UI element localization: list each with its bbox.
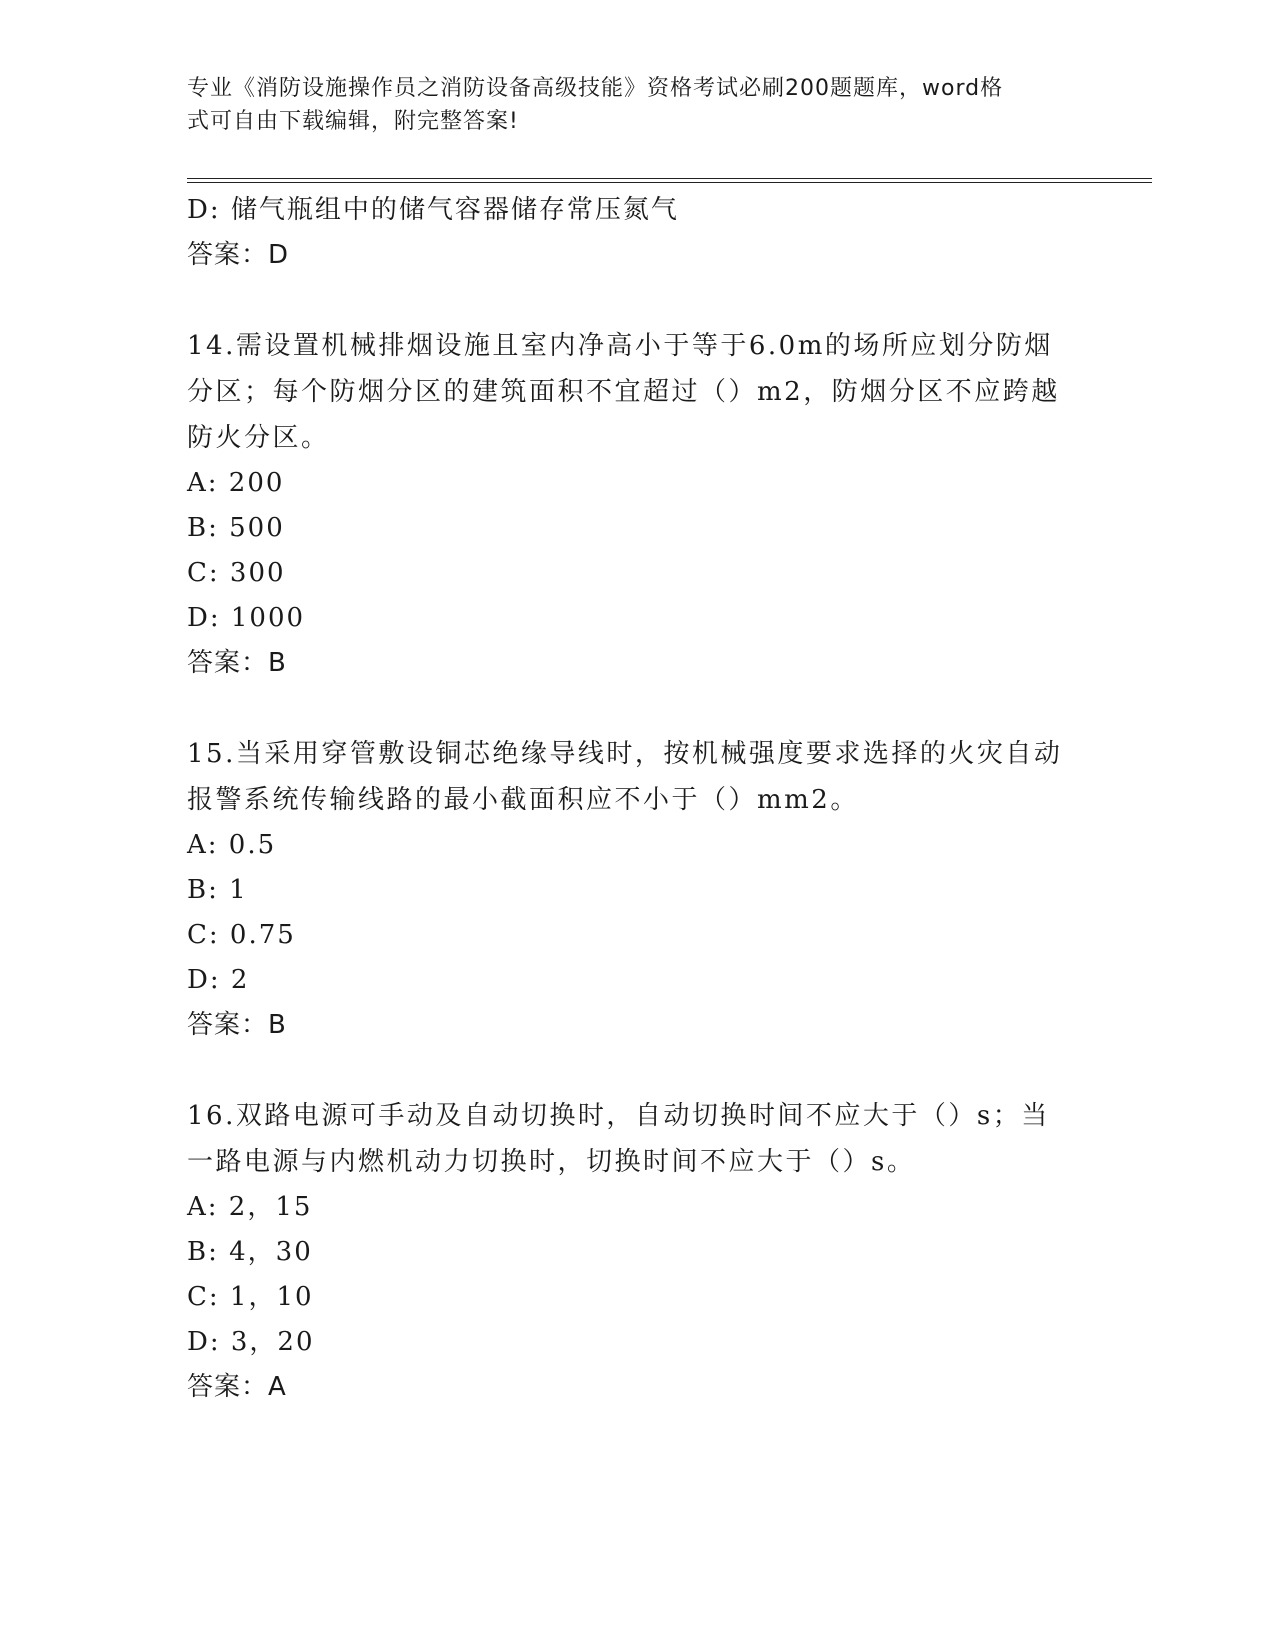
answer-line: 答案：D: [187, 240, 290, 270]
question-stem-line: 防火分区。: [187, 423, 330, 453]
answer-line: 答案：B: [187, 1010, 287, 1040]
option-d: D: 3，20: [187, 1327, 315, 1357]
question-stem-line: 报警系统传输线路的最小截面积应不小于（）mm2。: [187, 785, 859, 815]
header-divider-bottom: [187, 182, 1152, 183]
option-d: D: 2: [187, 965, 250, 995]
document-header: [187, 72, 1077, 138]
option-b: B: 1: [187, 875, 248, 905]
question-stem-line: 分区；每个防烟分区的建筑面积不宜超过（）m2，防烟分区不应跨越: [187, 377, 1060, 407]
spacer: [187, 686, 1087, 731]
spacer: [187, 1048, 1087, 1093]
option-c: C: 0.75: [187, 920, 296, 950]
question-16: [187, 1093, 1087, 1410]
spacer: [187, 278, 1087, 323]
option-a: A: 0.5: [187, 830, 277, 860]
option-c: C: 300: [187, 558, 286, 588]
option-a: A: 200: [187, 468, 285, 498]
header-line-2: 式可自由下载编辑，附完整答案!: [187, 109, 519, 134]
option-c: C: 1，10: [187, 1282, 314, 1312]
answer-line: 答案：B: [187, 648, 287, 678]
question-content: [187, 188, 1087, 1410]
option-d: D: 储气瓶组中的储气容器储存常压氮气: [187, 195, 679, 225]
question-stem-line: 14.需设置机械排烟设施且室内净高小于等于6.0m的场所应划分防烟: [187, 331, 1053, 361]
answer-line: 答案：A: [187, 1372, 287, 1402]
option-a: A: 2，15: [187, 1192, 313, 1222]
header-divider-top: [187, 178, 1152, 179]
option-b: B: 500: [187, 513, 285, 543]
question-stem-line: 15.当采用穿管敷设铜芯绝缘导线时，按机械强度要求选择的火灾自动: [187, 739, 1063, 769]
question-stem-line: 16.双路电源可手动及自动切换时，自动切换时间不应大于（）s；当: [187, 1101, 1050, 1131]
question-15: [187, 731, 1087, 1048]
option-b: B: 4，30: [187, 1237, 313, 1267]
option-d: D: 1000: [187, 603, 306, 633]
question-14: [187, 323, 1087, 686]
question-stem-line: 一路电源与内燃机动力切换时，切换时间不应大于（）s。: [187, 1147, 916, 1177]
previous-question-tail: [187, 188, 1087, 278]
header-line-1: 专业《消防设施操作员之消防设备高级技能》资格考试必刷200题题库，word格: [187, 76, 1004, 101]
